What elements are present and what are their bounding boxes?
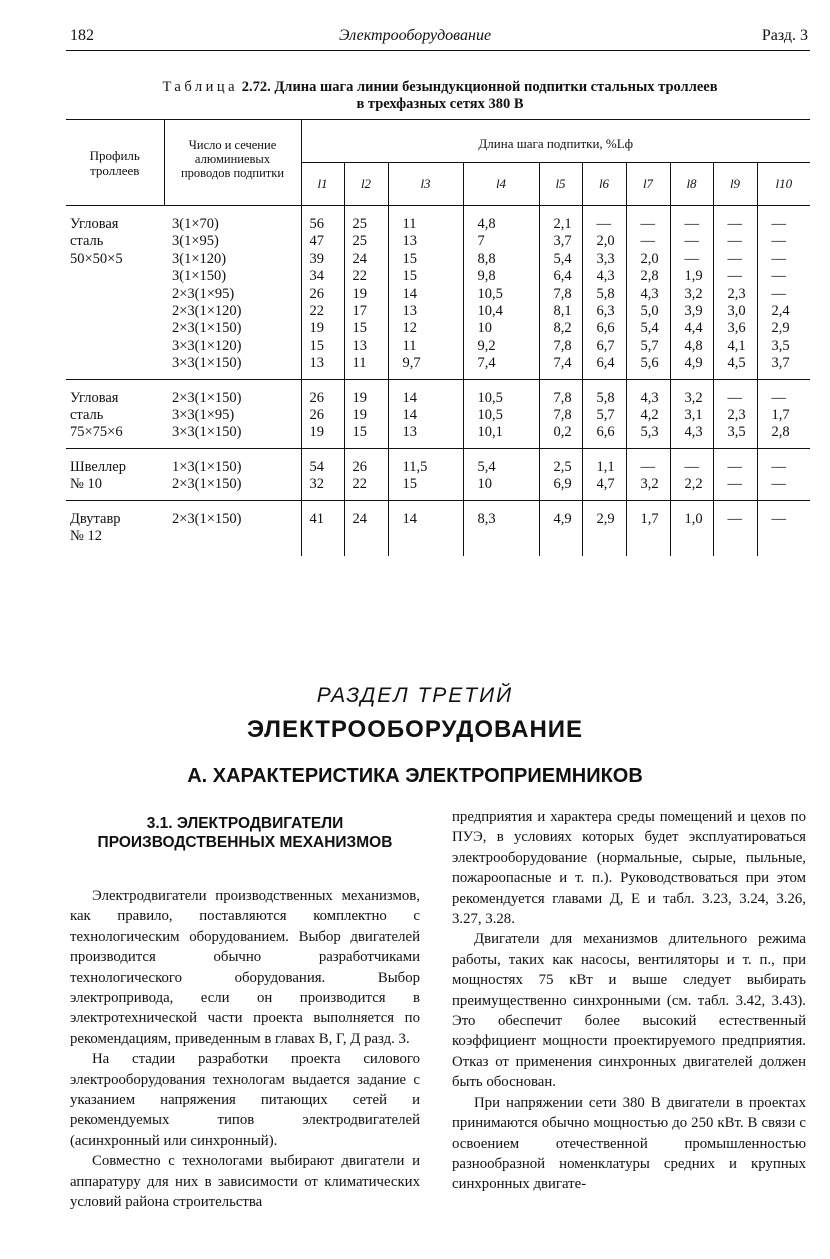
page-number: 182 [70,27,94,44]
value-cell: — — — 1,9 3,2 3,9 4,4 4,8 4,9 [670,206,713,380]
subsection-title: 3.1. ЭЛЕКТРОДВИГАТЕЛИ ПРОИЗВОДСТВЕННЫХ МЕХАНИЗМОВ [97,815,393,851]
value-cell: 1,7 [626,500,670,555]
value-cell: — — 2,0 2,8 4,3 5,0 5,4 5,7 5,6 [626,206,670,380]
table-row [66,206,810,380]
profile-cell: Угловая сталь 75×75×6 [66,379,164,448]
header-step-col: l5 [539,163,582,206]
paragraph: предприятия и характера среды помещений и цехов по ПУЭ, в условиях которых будет эксплуатироваться электрооборудование (нормальные, сырые, пыльные, пожароопасные и т. п.). Руководствоваться при этом рекомендуется главами Д, Е и табл. 3.23, 3.24, 3.26, 3.27, 3.28. [452,809,806,928]
body-left-column [70,886,420,1213]
value-cell: 41 [301,500,344,555]
value-cell: — — [757,448,810,500]
value-cell: 1,1 4,7 [582,448,626,500]
table-caption-line2: в трехфазных сетях 380 В [356,96,524,112]
table-caption-prefix: Таблица [162,79,239,95]
paragraph: Совместно с технологами выбирают двигатели и аппаратуру для них в зависимости от климатических условий района строительства [70,1153,420,1211]
section-title: ЭЛЕКТРООБОРУДОВАНИЕ [246,716,584,743]
header-profile: Профиль троллеев [66,120,164,206]
value-cell: — 2,2 [670,448,713,500]
header-wires: Число и сечение алюминиевых проводов подпитки [164,120,301,206]
value-cell: — 2,3 3,5 [713,379,757,448]
value-cell: 2,5 6,9 [539,448,582,500]
value-cell: 54 32 [301,448,344,500]
value-cell: 2,9 [582,500,626,555]
header-step-col: l4 [463,163,539,206]
profile-cell: Швеллер № 10 [66,448,164,500]
value-cell: 14 [388,500,463,555]
value-cell: — — — — 2,3 3,0 3,6 4,1 4,5 [713,206,757,380]
value-cell: 10,5 10,5 10,1 [463,379,539,448]
paragraph: На стадии разработки проекта силового электрооборудования технологам выдается задание с указанием напряжения питающих сетей и рекомендуемых типов электродвигателей (асинхронный или синхронный). [70,1051,420,1149]
profile-cell: Двутавр № 12 [70,510,121,545]
value-cell: 2,1 3,7 5,4 6,4 7,8 8,1 8,2 7,8 7,4 [539,206,582,380]
value-cell: 4,3 4,2 5,3 [626,379,670,448]
value-cell: 1,0 [670,500,713,555]
value-cell: 11,5 15 [388,448,463,500]
table-row [66,448,810,500]
paragraph: Электродвигатели производственных механизмов, как правило, поставляются комплектно с технологическим оборудованием. Выбор двигателей производится обычно разработчиками технологического оборудования. Выбор электропривода, если он производится в электротехнической части проекта выполняется по рекомендациям, приведенным в главах В, Г, Д разд. 3. [70,888,420,1047]
header-step-col: l2 [344,163,388,206]
section-subtitle: А. ХАРАКТЕРИСТИКА ЭЛЕКТРОПРИЕМНИКОВ [187,765,643,787]
value-cell: 11 13 15 15 14 13 12 11 9,7 [388,206,463,380]
value-cell: 8,3 [463,500,539,555]
running-title: Электрооборудование [338,27,492,44]
profile-cell: Угловая сталь 50×50×5 [66,206,164,380]
section-label: Разд. 3 [761,27,808,44]
value-cell: 4,8 7 8,8 9,8 10,5 10,4 10 9,2 7,4 [463,206,539,380]
value-cell: 26 22 [344,448,388,500]
value-cell: — [757,500,810,555]
header-step-col: l8 [670,163,713,206]
value-cell: — — — — — 2,4 2,9 3,5 3,7 [757,206,810,380]
table-row [66,379,810,448]
header-step-col: l9 [713,163,757,206]
paragraph: Двигатели для механизмов длительного режима работы, таких как насосы, вентиляторы и т. п., при мощностях 75 кВт и выше следует выбирать преимущественно синхронными (см. табл. 3.42, 3.43). Это обеспечит более высокий естественный коэффициент мощности проектируемого предприятия. Отказ от применения синхронных двигателей должен быть обоснован. [452,931,806,1091]
value-cell: 7,8 7,8 0,2 [539,379,582,448]
value-cell: — 2,0 3,3 4,3 5,8 6,3 6,6 6,7 6,4 [582,206,626,380]
header-step-col: l7 [626,163,670,206]
value-cell: 3,2 3,1 4,3 [670,379,713,448]
header-step-length: Длина шага подпитки, %Lф [301,120,810,163]
value-cell: 19 19 15 [344,379,388,448]
value-cell: 56 47 39 34 26 22 19 15 13 [301,206,344,380]
value-cell: 26 26 19 [301,379,344,448]
value-cell: 25 25 24 22 19 17 15 13 11 [344,206,388,380]
table-caption [60,79,820,113]
value-cell: — 3,2 [626,448,670,500]
value-cell: 5,4 10 [463,448,539,500]
value-cell: 4,9 [539,500,582,555]
header-step-col: l6 [582,163,626,206]
header-rule [66,50,810,51]
value-cell: 5,8 5,7 6,6 [582,379,626,448]
table-caption-line1: 2.72. Длина шага линии безындукционной подпитки стальных троллеев [241,79,718,95]
data-table [66,119,810,556]
header-step-col: l10 [757,163,810,206]
body-right-column [452,807,806,1195]
part-label: РАЗДЕЛ ТРЕТИЙ [316,684,514,707]
wires-cell: 2×3(1×150) 3×3(1×95) 3×3(1×150) [164,379,301,448]
wires-cell: 3(1×70) 3(1×95) 3(1×120) 3(1×150) 2×3(1×95) 2×3(1×120) 2×3(1×150) 3×3(1×120) 3×3(1×150) [164,206,301,380]
value-cell: 24 [344,500,388,555]
table-row [66,500,810,555]
value-cell: — — [713,448,757,500]
value-cell: — 1,7 2,8 [757,379,810,448]
value-cell: — [713,500,757,555]
paragraph: При напряжении сети 380 В двигатели в проектах принимаются обычно мощностью до 250 кВт. В связи с освоением отечественной промышленностью разнообразной номенклатуры средних и крупных синхронных двигате- [452,1094,806,1193]
header-step-col: l3 [388,163,463,206]
wires-cell: 2×3(1×150) [164,500,301,555]
header-step-col: l1 [301,163,344,206]
wires-cell: 1×3(1×150) 2×3(1×150) [164,448,301,500]
value-cell: 14 14 13 [388,379,463,448]
